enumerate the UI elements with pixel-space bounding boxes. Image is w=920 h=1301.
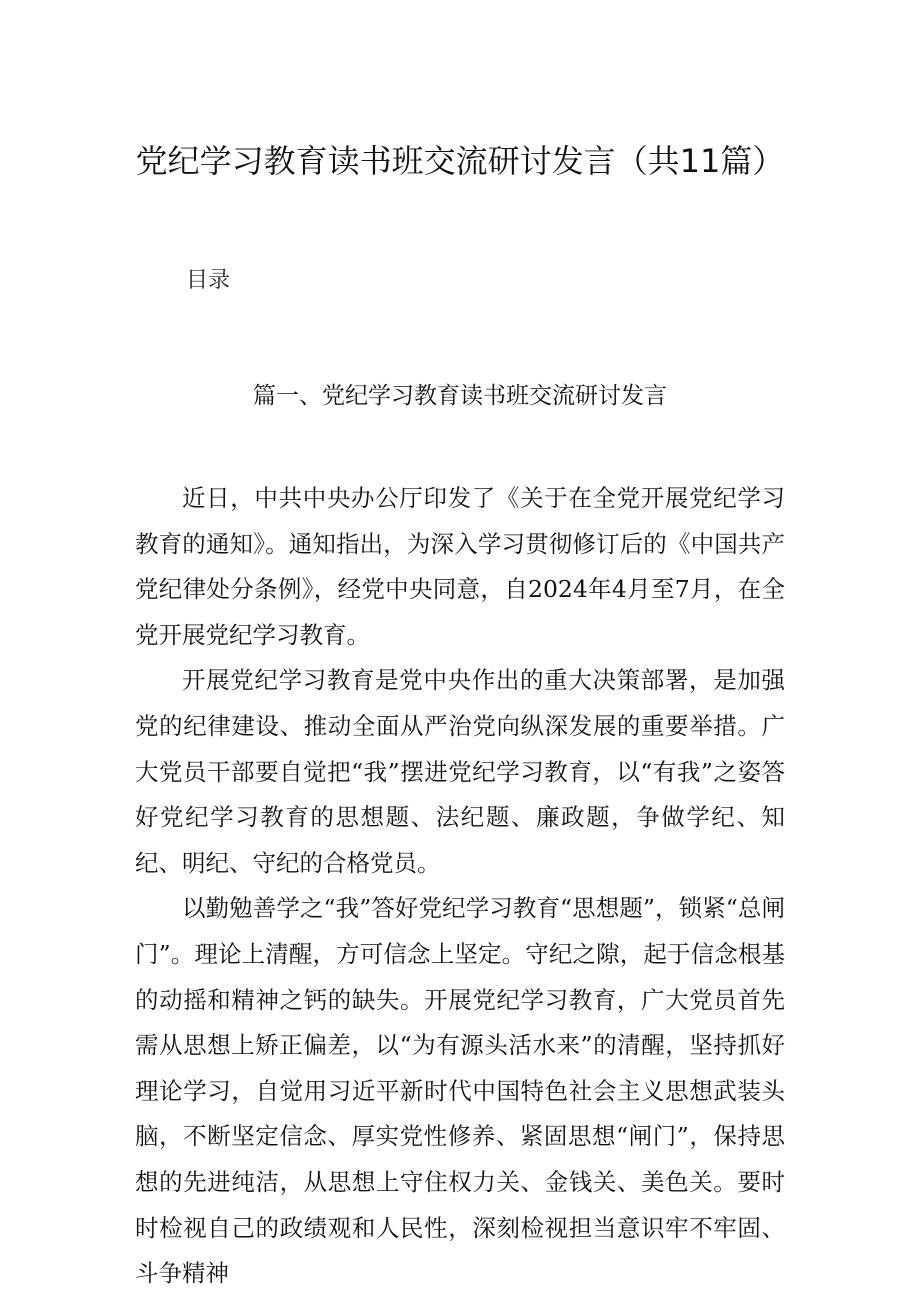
body-paragraph: 以勤勉善学之“我”答好党纪学习教育“思想题”，锁紧“总闸门”。理论上清醒，方可信念上坚定。守纪之隙，起于信念根基的动摇和精神之钙的缺失。开展党纪学习教育，广大党员首先需从思想上矫正偏差，以“为有源头活水来”的清醒，坚持抓好理论学习，自觉用习近平新时代中国特色社会主义思想武装头脑，不断坚定信念、厚实党性修养、紧固思想“闸门”，保持思想的先进纯洁，从思想上守住权力关、金钱关、美色关。要时时检视自己的政绩观和人民性，深刻检视担当意识牢不牢固、斗争精神 xyxy=(135,894,785,1288)
body-paragraph: 近日，中共中央办公厅印发了《关于在全党开展党纪学习教育的通知》。通知指出，为深入学习贯彻修订后的《中国共产党纪律处分条例》，经党中央同意，自2024年4月至7月，在全党开展党纪学习教育。 xyxy=(135,484,785,649)
section-heading: 篇一、党纪学习教育读书班交流研讨发言 xyxy=(253,383,667,409)
document-title: 党纪学习教育读书班交流研讨发言（共11篇） xyxy=(135,142,785,180)
document-body xyxy=(135,476,785,1297)
body-paragraph: 开展党纪学习教育是党中央作出的重大决策部署，是加强党的纪律建设、推动全面从严治党向纵深发展的重要举措。广大党员干部要自觉把“我”摆进党纪学习教育，以“有我”之姿答好党纪学习教育的思想题、法纪题、廉政题，争做学纪、知纪、明纪、守纪的合格党员。 xyxy=(135,666,785,877)
table-of-contents-label: 目录 xyxy=(186,268,231,293)
